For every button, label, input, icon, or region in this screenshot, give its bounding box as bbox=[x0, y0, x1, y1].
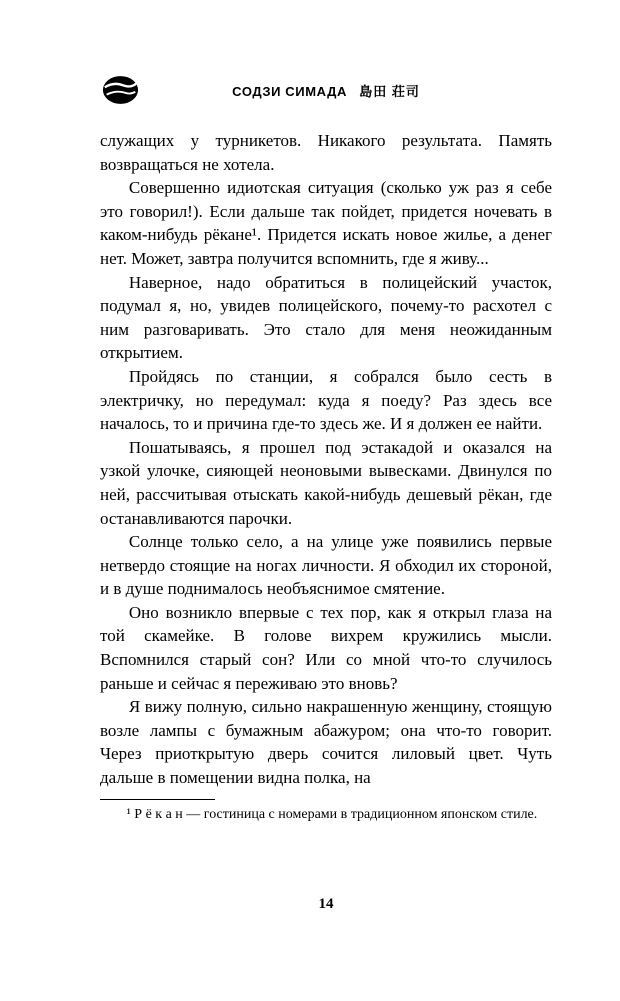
paragraph: Пошатываясь, я прошел под эстакадой и оказался на узкой улочке, сияющей неоновыми вывесками. Двинулся по ней, рассчитывая отыскать какой-нибудь дешевый рёкан, где останавливаются парочки. bbox=[100, 437, 552, 528]
paragraph: Наверное, надо обратиться в полицейский участок, подумал я, но, увидев полицейского, почему-то расхотел с ним разговаривать. Это стало для меня неожиданным открытием. bbox=[100, 272, 552, 363]
author-name: СОДЗИ СИМАДА bbox=[232, 84, 347, 99]
paragraph: Совершенно идиотская ситуация (сколько уж раз я себе это говорил!). Если дальше так пойдет, придется ночевать в каком-нибудь рёкане¹. Придется искать новое жилье, а денег нет. Может, завтра получится вспомнить, где я живу... bbox=[100, 178, 552, 268]
body-text bbox=[100, 129, 552, 790]
page-header bbox=[100, 75, 552, 105]
paragraph: служащих у турникетов. Никакого результата. Память возвращаться не хотела. bbox=[100, 131, 552, 174]
paragraph: Солнце только село, а на улице уже появились первые нетвердо стоящие на ногах личности. Я обходил их стороной, и в душе поднималось необъяснимое смятение. bbox=[100, 532, 552, 599]
paragraph: Пройдясь по станции, я собрался было сесть в электричку, но передумал: куда я поеду? Раз здесь все началось, то и причина где-то здесь же. И я должен ее найти. bbox=[100, 366, 552, 434]
page-number: 14 bbox=[318, 896, 334, 912]
footnote-separator bbox=[100, 799, 215, 800]
footnote: ¹ Р ё к а н — гостиница с номерами в традиционном японском стиле. bbox=[126, 806, 538, 822]
author-name-japanese: 島田 荘司 bbox=[359, 84, 420, 99]
paragraph: Я вижу полную, сильно накрашенную женщину, стоящую возле лампы с бумажным абажуром; она что-то говорит. Через приоткрытую дверь сочится лиловый цвет. Чуть дальше в помещении видна полка, на bbox=[100, 697, 552, 788]
running-head bbox=[100, 81, 552, 100]
paragraph: Оно возникло впервые с тех пор, как я открыл глаза на той скамейке. В голове вихрем кружились мысли. Вспомнился старый сон? Или со мной что-то случилось раньше и сейчас я переживаю это вновь? bbox=[100, 602, 552, 693]
